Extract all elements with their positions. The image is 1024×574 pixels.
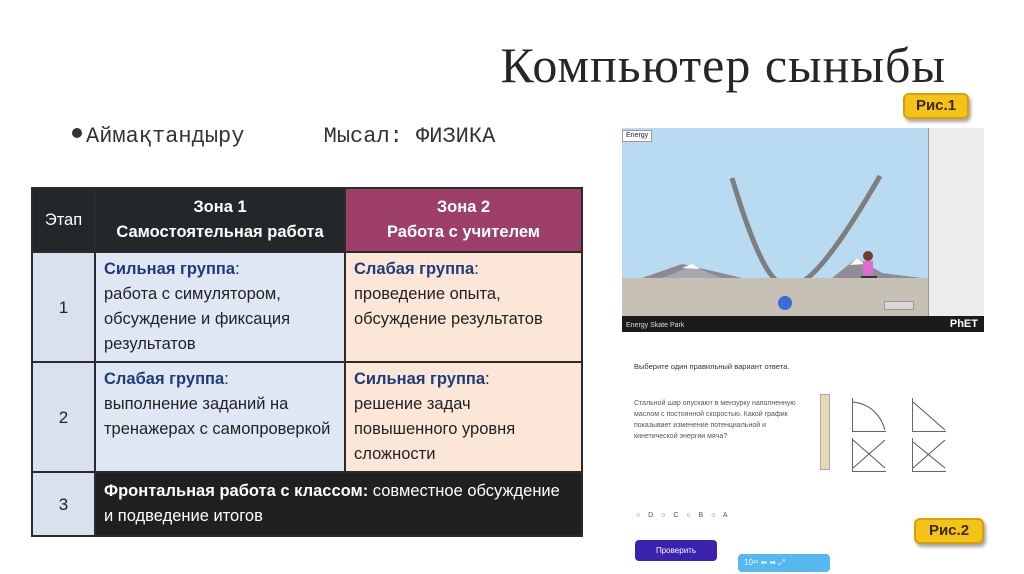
graph-option[interactable] [912,398,946,432]
graph-option[interactable] [852,398,886,432]
stage-number: 3 [32,472,95,536]
group-label: Сильная группа [104,260,236,278]
table-header-row [32,188,582,252]
header-zone2 [345,188,582,252]
task-text: работа с симулятором, обсуждение и фиксация результатов [104,285,291,353]
bullet-icon [72,128,82,138]
frontal-label: Фронтальная работа с классом: [104,482,369,500]
answer-options[interactable]: ○ D ○ C ○ B ○ A [636,512,728,519]
stage-number: 1 [32,252,95,362]
simulator-screenshot [622,128,984,332]
frontal-text: совместное обсуждение и подведение итогов [104,482,560,525]
quiz-instruction: Выберите один правильный вариант ответа. [634,362,790,371]
quiz-nav-bar[interactable]: 10¹¹ ⬅ ➡ ⤢ [738,554,830,572]
group-label: Слабая группа [104,370,225,388]
reset-button[interactable] [884,301,914,310]
table-row [32,252,582,362]
beaker-image [820,394,830,470]
zone2-title: Зона 2 [436,198,491,216]
slide-subtitle [72,124,495,149]
zoning-table [31,187,583,537]
energy-tab[interactable]: Energy [622,130,652,142]
zone2-subtitle: Работа с учителем [386,223,540,241]
table-row [32,472,582,536]
table-row [32,362,582,472]
header-stage: Этап [32,188,95,252]
figure-2-badge: Рис.2 [914,518,984,544]
zone1-subtitle: Самостоятельная работа [116,223,324,241]
subtitle-text: Аймақтандыру Мысал: ФИЗИКА [86,124,496,149]
group-label: Слабая группа [354,260,475,278]
check-button[interactable]: Проверить [635,540,717,561]
zone1-cell: Слабая группа: выполнение заданий на тренажерах с самопроверкой [95,362,345,472]
ground [622,278,928,316]
frontal-work-cell [95,472,582,536]
phet-logo: PhET [949,318,978,330]
quiz-question: Стальной шар опускают в мензурку наполненную маслом с постоянной скоростью. Какой график показывает изменение потенциальной и кинетической энергии мяча? [634,400,796,440]
group-label: Сильная группа [354,370,486,388]
stage-number: 2 [32,362,95,472]
graph-option[interactable] [912,438,946,472]
slide-title: Компьютер сыныбы [500,37,946,93]
play-button[interactable] [778,296,792,310]
zone1-cell: Сильная группа: работа с симулятором, обсуждение и фиксация результатов [95,252,345,362]
zone2-cell: Слабая группа: проведение опыта, обсуждение результатов [345,252,582,362]
task-text: проведение опыта, обсуждение результатов [354,285,543,328]
figure-1-badge: Рис.1 [903,93,969,119]
task-text: решение задач повышенного уровня сложности [354,395,516,463]
header-zone1 [95,188,345,252]
task-text: выполнение заданий на тренажерах с самопроверкой [104,395,331,438]
zone2-cell: Сильная группа: решение задач повышенного уровня сложности [345,362,582,472]
sim-name: Energy Skate Park [626,322,685,329]
controls-panel [928,128,984,332]
zone1-title: Зона 1 [193,198,247,216]
graph-option[interactable] [852,438,886,472]
sim-bottom-bar [622,316,984,332]
